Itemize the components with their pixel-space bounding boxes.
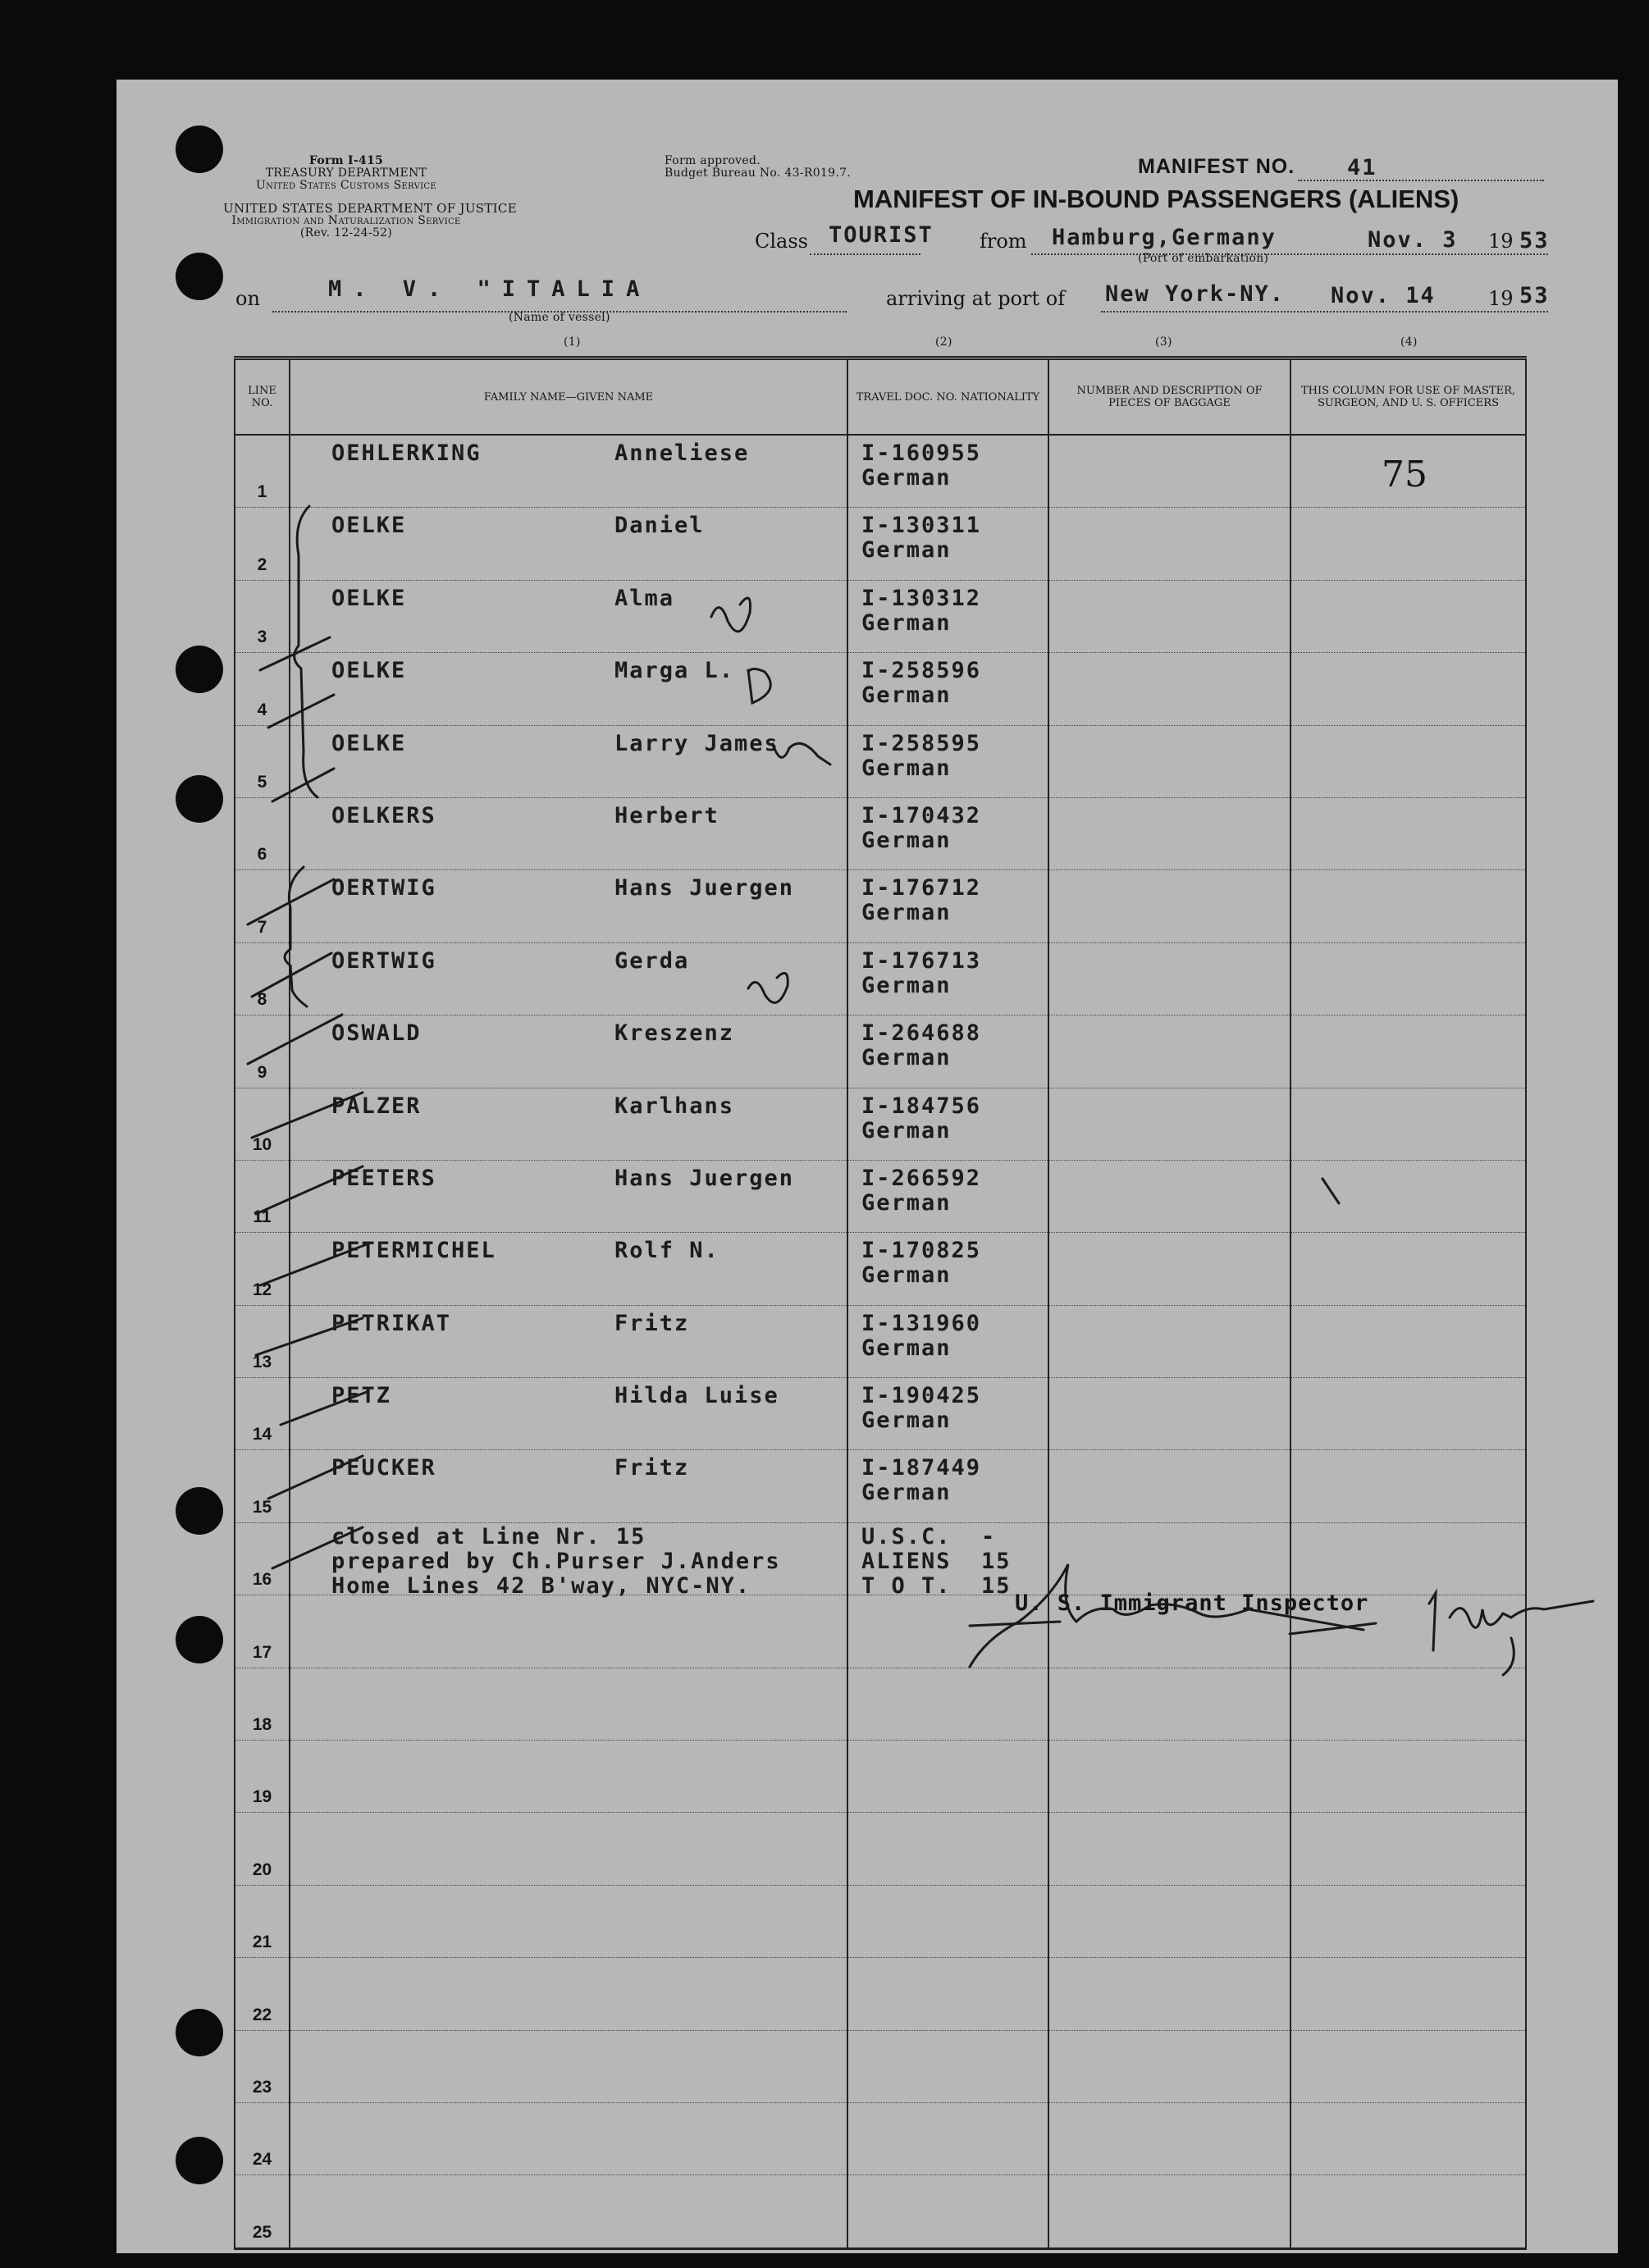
total-aliens: ALIENS 15 (861, 1548, 1012, 1574)
vessel-name: M. V. "ITALIA (328, 276, 651, 302)
arriving-label: arriving at port of (886, 287, 1066, 310)
travel-doc-no: I-130311 (861, 513, 982, 539)
family-name: OEHLERKING (331, 440, 482, 466)
given-name: Fritz (614, 1455, 690, 1481)
manifest-no-value: 41 (1347, 155, 1377, 180)
family-name: OELKE (331, 730, 407, 756)
nationality: German (861, 465, 952, 491)
line-number: 21 (252, 1933, 272, 1952)
inspector-label: U. S. Immigrant Inspector (1015, 1590, 1369, 1616)
family-name: OERTWIG (331, 947, 436, 974)
from-label: from (980, 230, 1027, 253)
travel-doc-no: I-190425 (861, 1383, 982, 1409)
line-number: 13 (252, 1353, 272, 1372)
travel-doc-no: I-266592 (861, 1165, 982, 1191)
given-name: Fritz (614, 1310, 690, 1336)
col-header-name: FAMILY NAME—GIVEN NAME (290, 358, 847, 436)
travel-doc-no: I-176713 (861, 947, 982, 974)
travel-doc-no: I-170432 (861, 802, 982, 828)
col-header-baggage: NUMBER AND DESCRIPTION OF PIECES OF BAGGAGE (1048, 358, 1290, 436)
family-name: PEETERS (331, 1165, 436, 1191)
travel-doc-no: I-176712 (861, 875, 982, 901)
given-name: Gerda (614, 947, 690, 974)
line-number: 12 (252, 1280, 272, 1299)
class-label: Class (755, 230, 808, 253)
customs-service: United States Customs Service (256, 179, 436, 192)
col-number-4: (4) (1400, 335, 1418, 349)
travel-doc-no: I-264688 (861, 1020, 982, 1047)
travel-doc-no: I-160955 (861, 440, 982, 466)
nationality: German (861, 1262, 952, 1289)
depart-year: 53 (1519, 228, 1550, 253)
arrival-year-prefix: 19 (1488, 287, 1514, 310)
family-name: PALZER (331, 1093, 422, 1119)
family-name: OERTWIG (331, 875, 436, 901)
line-number: 4 (257, 700, 267, 719)
given-name: Larry James (614, 730, 779, 756)
line-number: 24 (252, 2150, 272, 2170)
nationality: German (861, 900, 952, 926)
nationality: German (861, 682, 952, 709)
nationality: German (861, 972, 952, 998)
family-name: OELKERS (331, 802, 436, 828)
officer-mark: 75 (1382, 454, 1427, 495)
col-header-doc: TRAVEL DOC. NO. NATIONALITY (847, 358, 1048, 436)
col-header-officers: THIS COLUMN FOR USE OF MASTER, SURGEON, AND U. S. OFFICERS (1290, 358, 1526, 436)
form-number: Form I-415 (308, 154, 384, 167)
line-number: 11 (253, 1207, 272, 1227)
family-name: OELKE (331, 658, 407, 684)
family-name: PETERMICHEL (331, 1238, 496, 1264)
nationality: German (861, 1117, 952, 1143)
col-number-3: (3) (1155, 335, 1172, 349)
given-name: Kreszenz (614, 1020, 735, 1047)
budget-number: Budget Bureau No. 43-R019.7. (665, 167, 852, 180)
nationality: German (861, 755, 952, 781)
line-number: 23 (252, 2077, 272, 2097)
manifest-no-label: MANIFEST NO. (1138, 155, 1295, 178)
travel-doc-no: I-130312 (861, 585, 982, 611)
nationality: German (861, 1480, 952, 1506)
family-name: PETZ (331, 1383, 392, 1409)
col-number-1: (1) (564, 335, 581, 349)
arrival-year: 53 (1519, 283, 1550, 308)
nationality: German (861, 1408, 952, 1434)
dept-justice: UNITED STATES DEPARTMENT OF JUSTICE (223, 201, 517, 216)
line-number: 19 (252, 1787, 272, 1807)
line-number: 16 (252, 1570, 272, 1590)
dept-treasury: TREASURY DEPARTMENT (265, 167, 427, 180)
form-approved: Form approved. (665, 154, 761, 167)
travel-doc-no: I-258595 (861, 730, 982, 756)
nationality: German (861, 609, 952, 636)
page-title: MANIFEST OF IN-BOUND PASSENGERS (ALIENS) (853, 185, 1459, 213)
given-name: Hans Juergen (614, 1165, 795, 1191)
embark-port: Hamburg,Germany (1052, 225, 1277, 250)
given-name: Rolf N. (614, 1238, 719, 1264)
given-name: Hilda Luise (614, 1383, 779, 1409)
given-name: Daniel (614, 513, 705, 539)
on-label: on (235, 287, 260, 310)
travel-doc-no: I-258596 (861, 658, 982, 684)
family-name: OELKE (331, 513, 407, 539)
total-tot: T O T. 15 (861, 1572, 1012, 1599)
vessel-caption: (Name of vessel) (509, 311, 610, 324)
given-name: Karlhans (614, 1093, 735, 1119)
line-number: 22 (252, 2005, 272, 2024)
family-name: PETRIKAT (331, 1310, 452, 1336)
line-number: 8 (257, 990, 267, 1010)
depart-date: Nov. 3 (1368, 227, 1458, 253)
total-usc: U.S.C. - (861, 1523, 997, 1549)
col-number-2: (2) (935, 335, 952, 349)
ins-service: Immigration and Naturalization Service (231, 214, 461, 227)
line-number: 15 (252, 1497, 272, 1517)
closing-line: closed at Line Nr. 15 (331, 1523, 646, 1549)
line-number: 6 (257, 845, 267, 865)
prepared-by: prepared by Ch.Purser J.Anders (331, 1548, 781, 1574)
family-name: PEUCKER (331, 1455, 436, 1481)
handwritten-marks (116, 80, 1618, 2253)
line-number: 17 (252, 1642, 272, 1662)
line-number: 7 (257, 917, 267, 937)
nationality: German (861, 827, 952, 853)
arrival-date: Nov. 14 (1331, 283, 1436, 308)
depart-year-prefix: 19 (1488, 230, 1514, 253)
given-name: Marga L. (614, 658, 735, 684)
given-name: Anneliese (614, 440, 750, 466)
revision-date: (Rev. 12-24-52) (299, 226, 393, 240)
nationality: German (861, 1335, 952, 1361)
line-number: 1 (257, 482, 267, 502)
class-value: TOURIST (829, 222, 934, 248)
given-name: Alma (614, 585, 675, 611)
travel-doc-no: I-184756 (861, 1093, 982, 1119)
line-number: 3 (257, 627, 267, 647)
shipping-line-address: Home Lines 42 B'way, NYC-NY. (331, 1572, 751, 1599)
family-name: OSWALD (331, 1020, 422, 1047)
line-number: 10 (252, 1134, 272, 1154)
line-number: 20 (252, 1860, 272, 1879)
line-number: 14 (252, 1425, 272, 1444)
family-name: OELKE (331, 585, 407, 611)
nationality: German (861, 1189, 952, 1216)
col-header-line: LINE NO. (235, 358, 290, 436)
given-name: Herbert (614, 802, 719, 828)
nationality: German (861, 537, 952, 564)
line-number: 2 (257, 554, 267, 574)
travel-doc-no: I-187449 (861, 1455, 982, 1481)
nationality: German (861, 1045, 952, 1071)
manifest-page (116, 80, 1618, 2253)
travel-doc-no: I-131960 (861, 1310, 982, 1336)
line-number: 25 (252, 2222, 272, 2242)
travel-doc-no: I-170825 (861, 1238, 982, 1264)
line-number: 18 (252, 1715, 272, 1735)
embark-caption: (Port of embarkation) (1138, 252, 1269, 265)
arrival-port: New York-NY. (1105, 281, 1286, 307)
line-number: 5 (257, 772, 267, 792)
line-number: 9 (257, 1062, 267, 1082)
given-name: Hans Juergen (614, 875, 795, 901)
